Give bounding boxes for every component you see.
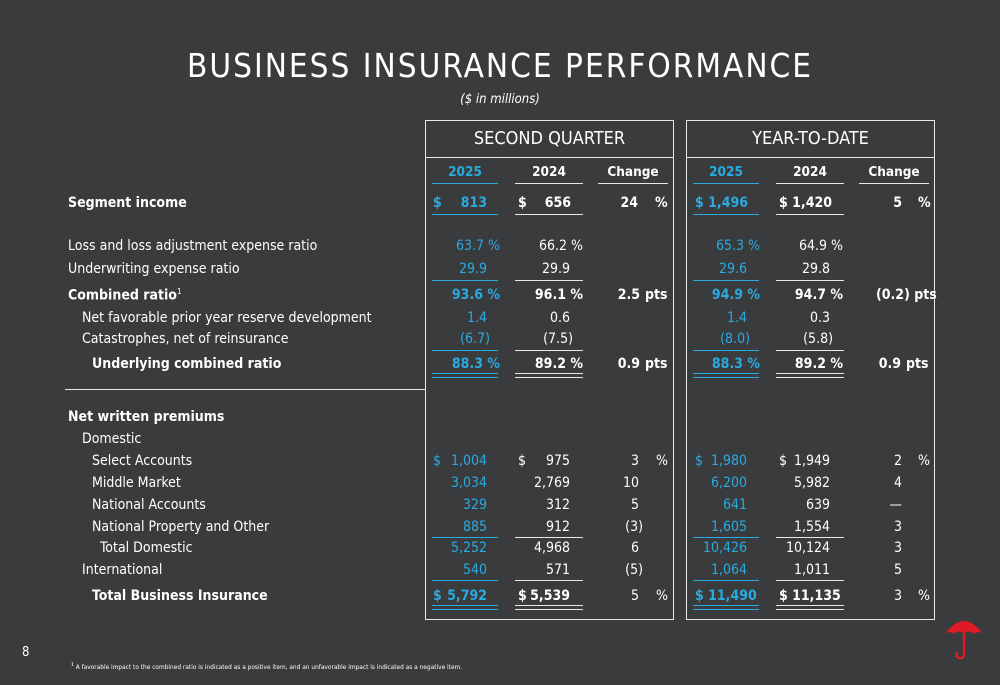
row-label-international: International [82, 562, 163, 578]
y-national-change: — [889, 497, 902, 513]
dollar-sign: $ [433, 195, 442, 211]
row-label-domestic: Domestic [82, 431, 142, 447]
y-totdom-change: 3 [893, 540, 902, 556]
y-combined-2024: 94.7 % [794, 287, 843, 303]
col-header-q-change: Change [607, 164, 659, 180]
q-loss-ratio-2025: 63.7 % [455, 238, 500, 254]
underline [776, 580, 844, 581]
double-underline [432, 605, 498, 610]
page-subtitle: ($ in millions) [460, 92, 540, 107]
pts-unit: pts [645, 356, 668, 372]
y-cat-2025: (8.0) [720, 331, 750, 347]
y-segment-income-2024: 1,420 [792, 195, 832, 211]
y-loss-ratio-2024: 64.9 % [798, 238, 843, 254]
footnote-marker: 1 [71, 662, 74, 668]
q-intl-2024: 571 [545, 562, 570, 578]
dollar-sign: $ [779, 453, 788, 469]
row-label-segment-income: Segment income [68, 195, 187, 211]
pct-sign: % [918, 195, 931, 211]
red-umbrella-icon [944, 614, 984, 660]
y-underlying-2024: 89.2 % [794, 356, 843, 372]
pct-sign: % [918, 453, 930, 469]
y-select-2025: 1,980 [710, 453, 747, 469]
dollar-sign: $ [518, 588, 527, 604]
q-pyd-2024: 0.6 [549, 310, 570, 326]
underline [693, 537, 759, 538]
dollar-sign: $ [433, 588, 442, 604]
q-national-2024: 312 [545, 497, 570, 513]
y-natprop-2025: 1,605 [710, 519, 747, 535]
row-label-pyd: Net favorable prior year reserve development [82, 310, 372, 326]
q-underlying-2025: 88.3 % [451, 356, 500, 372]
col-header-y-2024: 2024 [793, 164, 827, 180]
row-label-total-business-insurance: Total Business Insurance [92, 588, 268, 604]
row-label-select: Select Accounts [92, 453, 193, 469]
q-segment-income-2024: 656 [544, 195, 571, 211]
ytd-header: YEAR-TO-DATE [687, 121, 934, 158]
dollar-sign: $ [518, 453, 527, 469]
q-combined-2025: 93.6 % [451, 287, 500, 303]
q-middle-change: 10 [622, 475, 639, 491]
y-middle-change: 4 [893, 475, 902, 491]
double-underline [693, 373, 759, 378]
q-natprop-2025: 885 [462, 519, 487, 535]
double-underline [776, 373, 844, 378]
y-total-change: 3 [893, 588, 902, 604]
row-label-loss-ratio: Loss and loss adjustment expense ratio [68, 238, 318, 254]
dollar-sign: $ [518, 195, 527, 211]
underline [515, 214, 583, 215]
double-underline [693, 605, 759, 610]
q-combined-change: 2.5 [617, 287, 640, 303]
underline [515, 537, 583, 538]
y-middle-2024: 5,982 [793, 475, 830, 491]
underline [432, 350, 498, 351]
row-label-national-accounts: National Accounts [92, 497, 206, 513]
q-select-2024: 975 [545, 453, 570, 469]
pct-sign: % [656, 588, 668, 604]
q-total-2025: 5,792 [447, 588, 487, 604]
q-underlying-change: 0.9 [617, 356, 640, 372]
q-intl-change: (5) [625, 562, 643, 578]
row-label-national-property: National Property and Other [92, 519, 270, 535]
y-uw-ratio-2025: 29.6 [718, 261, 747, 277]
y-underlying-2025: 88.3 % [711, 356, 760, 372]
y-natprop-2024: 1,554 [793, 519, 830, 535]
q-underlying-2024: 89.2 % [534, 356, 583, 372]
page-number: 8 [22, 645, 30, 660]
q-natprop-change: (3) [625, 519, 643, 535]
underline [693, 214, 759, 215]
q-total-2024: 5,539 [530, 588, 570, 604]
underline [515, 280, 583, 281]
row-label-underwriting-ratio: Underwriting expense ratio [68, 261, 240, 277]
y-intl-change: 5 [893, 562, 902, 578]
pct-sign: % [655, 195, 668, 211]
pts-unit: pts [645, 287, 668, 303]
y-intl-2024: 1,011 [793, 562, 830, 578]
y-total-2024: $ 11,135 [779, 588, 841, 604]
q-natprop-2024: 912 [545, 519, 570, 535]
y-national-2024: 639 [805, 497, 830, 513]
y-combined-change: (0.2) pts [876, 287, 937, 303]
y-underlying-change: 0.9 [878, 356, 901, 372]
y-uw-ratio-2024: 29.8 [801, 261, 830, 277]
y-totdom-2025: 10,426 [702, 540, 747, 556]
y-pyd-2024: 0.3 [809, 310, 830, 326]
underline [776, 537, 844, 538]
footnote [71, 662, 462, 671]
y-intl-2025: 1,064 [710, 562, 747, 578]
q-uw-ratio-2024: 29.9 [541, 261, 570, 277]
row-label-underlying: Underlying combined ratio [92, 356, 282, 372]
y-totdom-2024: 10,124 [785, 540, 830, 556]
y-natprop-change: 3 [893, 519, 902, 535]
second-quarter-header: SECOND QUARTER [426, 121, 673, 158]
q-middle-2024: 2,769 [533, 475, 570, 491]
pct-sign: % [918, 588, 930, 604]
footnote-marker: 1 [176, 287, 182, 296]
y-loss-ratio-2025: 65.3 % [715, 238, 760, 254]
q-combined-2024: 96.1 % [534, 287, 583, 303]
q-segment-income-2025: 813 [460, 195, 487, 211]
pct-sign: % [656, 453, 668, 469]
q-middle-2025: 3,034 [450, 475, 487, 491]
q-cat-2024: (7.5) [543, 331, 573, 347]
q-pyd-2025: 1.4 [466, 310, 487, 326]
dollar-sign: $ [695, 453, 704, 469]
q-segment-income-change: 24 [620, 195, 638, 211]
underline [432, 580, 498, 581]
footnote-text: A favorable impact to the combined ratio is indicated as a positive item, and an unfavorable impact is indicated as a negative item. [75, 663, 463, 672]
y-pyd-2025: 1.4 [726, 310, 747, 326]
underline [693, 350, 759, 351]
dollar-sign: $ [433, 453, 442, 469]
q-national-change: 5 [630, 497, 639, 513]
section-divider [65, 389, 425, 390]
q-totdom-2024: 4,968 [533, 540, 570, 556]
double-underline [515, 605, 583, 610]
page-title: BUSINESS INSURANCE PERFORMANCE [186, 46, 814, 85]
double-underline [432, 373, 498, 378]
q-select-change: 3 [630, 453, 639, 469]
row-label-middle-market: Middle Market [92, 475, 181, 491]
y-national-2025: 641 [722, 497, 747, 513]
col-header-q-2024: 2024 [532, 164, 566, 180]
y-total-2025: $ 11,490 [695, 588, 757, 604]
q-intl-2025: 540 [462, 562, 487, 578]
underline [432, 183, 498, 184]
q-totdom-change: 6 [630, 540, 639, 556]
q-uw-ratio-2025: 29.9 [458, 261, 487, 277]
q-total-change: 5 [630, 588, 639, 604]
underline [776, 350, 844, 351]
underline [693, 183, 759, 184]
underline [515, 183, 583, 184]
row-label-catastrophes: Catastrophes, net of reinsurance [82, 331, 289, 347]
underline [432, 214, 498, 215]
pts-unit: pts [906, 356, 929, 372]
q-totdom-2025: 5,252 [450, 540, 487, 556]
y-combined-2025: 94.9 % [711, 287, 760, 303]
q-select-2025: 1,004 [450, 453, 487, 469]
double-underline [515, 373, 583, 378]
col-header-y-2025: 2025 [709, 164, 743, 180]
y-cat-2024: (5.8) [803, 331, 833, 347]
y-select-change: 2 [893, 453, 902, 469]
q-national-2025: 329 [462, 497, 487, 513]
y-segment-income-2025: 1,496 [708, 195, 748, 211]
dollar-sign: $ [695, 195, 704, 211]
row-label-combined-ratio [68, 287, 182, 304]
y-segment-income-change: 5 [893, 195, 902, 211]
dollar-sign: $ [779, 195, 788, 211]
underline [515, 580, 583, 581]
y-middle-2025: 6,200 [710, 475, 747, 491]
row-label-total-domestic: Total Domestic [100, 540, 193, 556]
underline [693, 580, 759, 581]
y-select-2024: 1,949 [793, 453, 830, 469]
col-header-y-change: Change [868, 164, 920, 180]
underline [432, 280, 498, 281]
combined-ratio-text: Combined ratio [68, 287, 177, 304]
underline [432, 537, 498, 538]
underline [776, 214, 844, 215]
underline [776, 183, 844, 184]
underline [859, 183, 929, 184]
underline [598, 183, 668, 184]
q-cat-2025: (6.7) [460, 331, 490, 347]
underline [776, 280, 844, 281]
q-loss-ratio-2024: 66.2 % [538, 238, 583, 254]
double-underline [776, 605, 844, 610]
col-header-q-2025: 2025 [448, 164, 482, 180]
row-label-nwp: Net written premiums [68, 409, 225, 425]
underline [515, 350, 583, 351]
underline [693, 280, 759, 281]
